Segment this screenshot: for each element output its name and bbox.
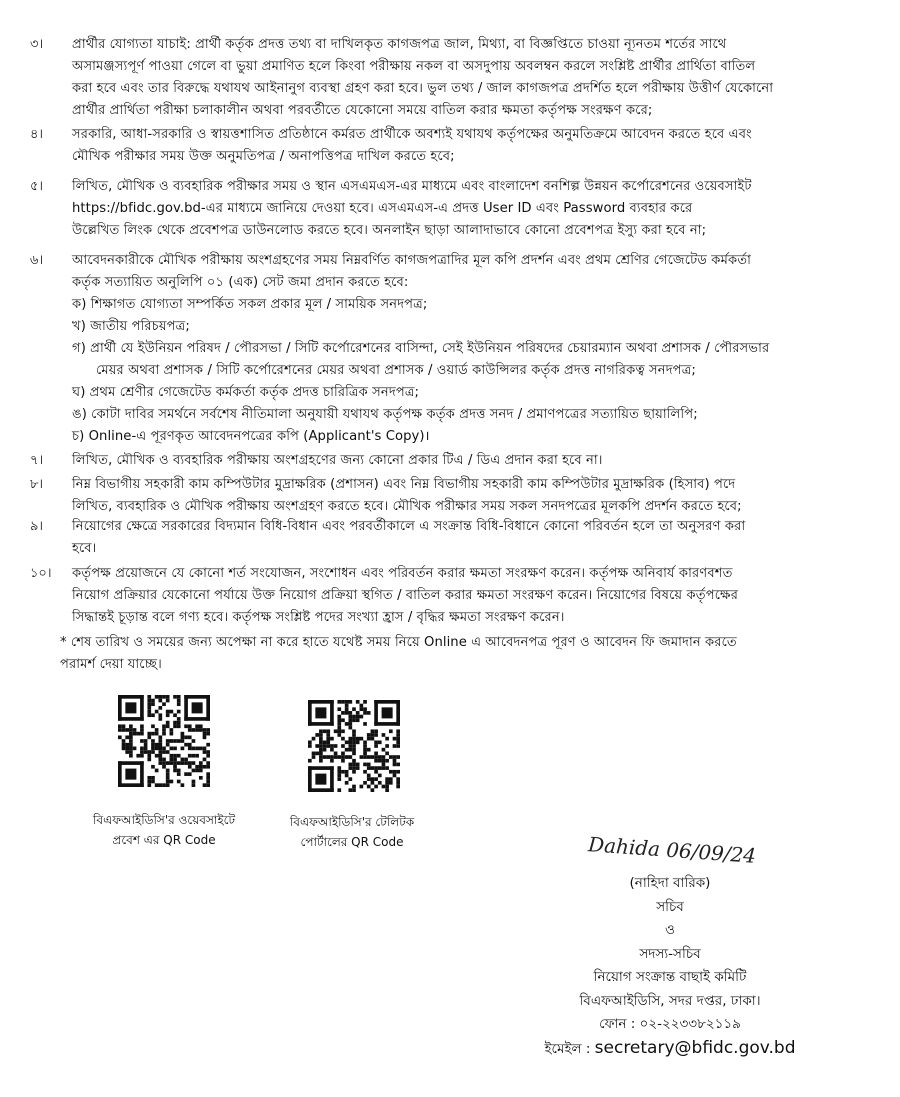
clause-line: মৌখিক পরীক্ষার সময় উক্ত অনুমতিপত্র / অনাপত্তিপত্র দাখিল করতে হবে; [72, 149, 455, 164]
advisory-note [60, 632, 860, 676]
email-label: ইমেইল : [544, 1040, 595, 1057]
clause-number: ৮। [30, 477, 44, 492]
signatory-role: সদস্য-সচিব [639, 945, 701, 962]
clause-line: লিখিত, ব্যবহারিক ও মৌখিক পরীক্ষায় অংশগ্রহণ করতে হবে। মৌখিক পরীক্ষার সময় সকল সনদপত্রের মূলকপি প্রদর্শন করতে হবে; [72, 499, 742, 514]
clause-line: কর্তৃক সত্যায়িত অনুলিপি ০১ (এক) সেট জমা প্রদান করতে হবে: [72, 275, 409, 290]
clause-number: ৪। [30, 127, 44, 142]
document-list-item: মেয়র অথবা প্রশাসক / সিটি কর্পোরেশনের মেয়র অথবা প্রশাসক / ওয়ার্ড কাউন্সিলর কর্তৃক প্রদত্ত নাগরিকত্ব সনদপত্র; [96, 363, 696, 378]
clause-number: ৬। [30, 253, 44, 268]
document-list-item: গ) প্রার্থী যে ইউনিয়ন পরিষদ / পৌরসভা / সিটি কর্পোরেশনের বাসিন্দা, সেই ইউনিয়ন পরিষদের চেয়ারম্যান অথবা প্রশাসক / পৌরসভার [72, 341, 770, 356]
clause-line: সিদ্ধান্তই চূড়ান্ত বলে গণ্য হবে। কর্তৃপক্ষ সংশ্লিষ্ট পদের সংখ্যা হ্রাস / বৃদ্ধির ক্ষমতা সংরক্ষণ করেন। [72, 610, 565, 625]
committee-name: নিয়োগ সংক্রান্ত বাছাই কমিটি [593, 969, 747, 985]
signatory-title: সচিব [656, 898, 684, 915]
clause-line: আবেদনকারীকে মৌখিক পরীক্ষায় অংশগ্রহণের সময় নিম্নবর্ণিত কাগজপত্রাদির মূল কপি প্রদর্শন এবং প্রথম শ্রেণির গেজেটেড কর্মকর্তা [72, 253, 751, 268]
qr-caption-line: বিএফআইডিসি'র টেলিটক [289, 815, 415, 829]
clause-number: ৭। [30, 453, 44, 468]
qr-caption-line: বিএফআইডিসি'র ওয়েবসাইটে [92, 813, 235, 827]
document-list-item: খ) জাতীয় পরিচয়পত্র; [72, 319, 190, 334]
teletalk-qr-code-icon[interactable] [308, 700, 400, 792]
clause-number: ৯। [30, 519, 44, 534]
signatory-block [520, 872, 820, 1061]
organization-address: বিএফআইডিসি, সদর দপ্তর, ঢাকা। [579, 992, 761, 1009]
clause-line: অসামঞ্জস্যপূর্ণ পাওয়া গেলে বা ভুয়া প্রমাণিত হলে কিংবা পরীক্ষায় নকল বা অসদুপায় অবলম্বন করলে সংশ্লিষ্ট প্রার্থীর প্রার্থিতা বাতিল [72, 59, 756, 74]
signatory-name: (নাহিদা বারিক) [629, 875, 711, 891]
clause-line: নিয়োগ প্রক্রিয়ার যেকোনো পর্যায়ে উক্ত নিয়োগ প্রক্রিয়া স্থগিত / বাতিল করার ক্ষমতা সংরক্ষণ করেন। নিয়োগের বিষয়ে কর্তৃপক্ষের [72, 588, 739, 603]
clause-line: https://bfidc.gov.bd-এর মাধ্যমে জানিয়ে দেওয়া হবে। এসএমএস-এ প্রদত্ত User ID এবং Password ব্যবহার করে [72, 201, 693, 216]
note-line: পরামর্শ দেয়া যাচ্ছে। [60, 657, 162, 672]
qr-code-icon [308, 700, 400, 792]
clause-line: নিম্ন বিভাগীয় সহকারী কাম কম্পিউটার মুদ্রাক্ষরিক (প্রশাসন) এবং নিম্ন বিভাগীয় সহকারী কাম কম্পিউটার মুদ্রাক্ষরিক (হিসাব) পদে [72, 477, 736, 492]
qr-caption-line: পোর্টালের QR Code [300, 835, 404, 849]
qr-caption-line: প্রবেশ এর QR Code [112, 833, 216, 847]
clause-line: নিয়োগের ক্ষেত্রে সরকারের বিদ্যমান বিধি-বিধান এবং পরবর্তীকালে এ সংক্রান্ত বিধি-বিধানে কোনো পরিবর্তন হলে তা অনুসরণ করা [72, 519, 746, 534]
document-list-item: ক) শিক্ষাগত যোগ্যতা সম্পর্কিত সকল প্রকার মূল / সাময়িক সনদপত্র; [72, 297, 428, 312]
clause-line: করা হবে এবং তার বিরুদ্ধে যথাযথ আইনানুগ ব্যবস্থা গ্রহণ করা হবে। ভুল তথ্য / জাল কাগজপত্র প্রদর্শিত হলে পরীক্ষায় উত্তীর্ণ যেকোনো [72, 81, 774, 96]
clause-line: কর্তৃপক্ষ প্রয়োজনে যে কোনো শর্ত সংযোজন, সংশোধন এবং পরিবর্তন করার ক্ষমতা সংরক্ষণ করেন। কর্তৃপক্ষ অনিবার্য কারণবশত [72, 566, 733, 581]
document-list-item: ঘ) প্রথম শ্রেণীর গেজেটেড কর্মকর্তা কর্তৃক প্রদত্ত চারিত্রিক সনদপত্র; [72, 385, 420, 400]
signatory-and: ও [665, 922, 675, 938]
document-list-item: ঙ) কোটা দাবির সমর্থনে সর্বশেষ নীতিমালা অনুযায়ী যথাযথ কর্তৃপক্ষ কর্তৃক প্রদত্ত সনদ / প্রমাণপত্রের সত্যায়িত ছায়ালিপি; [72, 407, 698, 422]
clause-number: ৩। [30, 37, 44, 52]
email-line [520, 1037, 820, 1062]
handwritten-signature: Dahida 06/09/24 [587, 832, 757, 868]
qr-code-icon [118, 695, 210, 787]
phone-number: ফোন : ০২-২২৩৩৮২১১৯ [599, 1016, 741, 1032]
email-address[interactable]: secretary@bfidc.gov.bd [594, 1037, 796, 1058]
clause-number: ১০। [30, 566, 52, 581]
document-list-item: চ) Online-এ পূরণকৃত আবেদনপত্রের কপি (Applicant's Copy)। [72, 429, 430, 444]
clause-line: প্রার্থীর যোগ্যতা যাচাই: প্রার্থী কর্তৃক প্রদত্ত তথ্য বা দাখিলকৃত কাগজপত্র জাল, মিথ্যা, বা বিজ্ঞপ্তিতে চাওয়া ন্যূনতম শর্তের সাথে [72, 37, 727, 52]
clause-line: উল্লেখিত লিংক থেকে প্রবেশপত্র ডাউনলোড করতে হবে। অনলাইন ছাড়া আলাদাভাবে কোনো প্রবেশপত্র ইস্যু করা হবে না; [72, 223, 707, 238]
clause-line: লিখিত, মৌখিক ও ব্যবহারিক পরীক্ষায় অংশগ্রহণের জন্য কোনো প্রকার টিএ / ডিএ প্রদান করা হবে না। [72, 453, 603, 468]
qr-caption-website [74, 810, 254, 850]
clause-line: সরকারি, আধা-সরকারি ও স্বায়ত্তশাসিত প্রতিষ্ঠানে কর্মরত প্রার্থীকে অবশ্যই যথাযথ কর্তৃপক্ষের অনুমতিক্রমে আবেদন করতে হবে এবং [72, 127, 752, 142]
clause-line: হবে। [72, 541, 97, 556]
note-line: * শেষ তারিখ ও সময়ের জন্য অপেক্ষা না করে হাতে যথেষ্ট সময় নিয়ে Online এ আবেদনপত্র পূরণ ও আবেদন ফি জমাদান করতে [60, 635, 737, 650]
clause-line: প্রার্থীর প্রার্থিতা পরীক্ষা চলাকালীন অথবা পরবর্তীতে যেকোনো সময়ে বাতিল করার ক্ষমতা কর্তৃপক্ষ সংরক্ষণ করে; [72, 103, 653, 118]
clause-line: লিখিত, মৌখিক ও ব্যবহারিক পরীক্ষার সময় ও স্থান এসএমএস-এর মাধ্যমে এবং বাংলাদেশ বনশিল্প উন্নয়ন কর্পোরেশনের ওয়েবসাইট [72, 179, 752, 194]
clause-number: ৫। [30, 179, 44, 194]
website-qr-code-icon[interactable] [118, 695, 210, 787]
qr-caption-teletalk [262, 812, 442, 852]
